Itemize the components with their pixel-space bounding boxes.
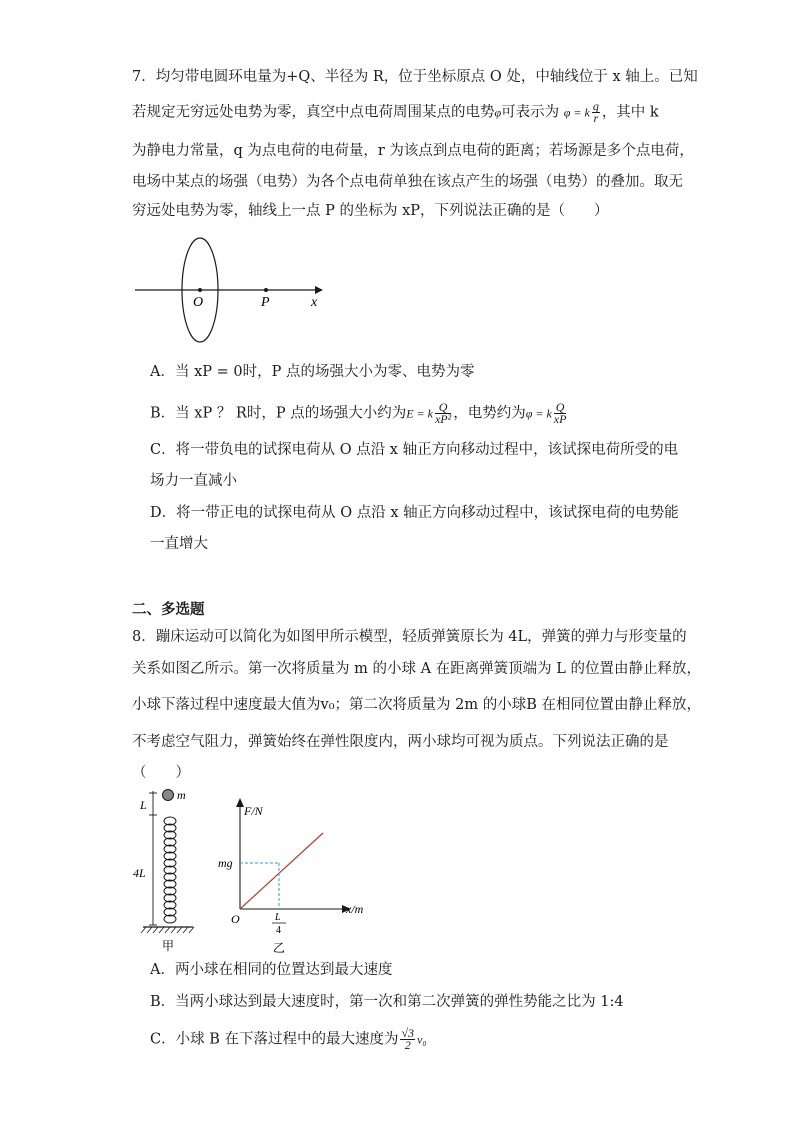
ball-icon	[163, 790, 174, 801]
q7-line-2a: 若规定无穷远处电势为零，真空中点电荷周围某点的电势	[132, 104, 495, 121]
q7-option-b-text: B．当 xP ？ R时，P 点的场强大小约为	[150, 405, 407, 422]
label-x: x	[311, 295, 318, 310]
q7-line-2b: 可表示为	[501, 104, 560, 121]
hatch-line	[165, 927, 170, 933]
hatch-line	[177, 927, 182, 933]
q8-option-c-num: √3	[401, 1026, 415, 1040]
q8-line-2: 关系如图乙所示。第一次将质量为 m 的小球 A 在距离弹簧顶端为 L 的位置由静止释放，	[132, 661, 702, 677]
origin-dot	[198, 288, 202, 292]
q8-option-c-v: v₀	[417, 1032, 427, 1047]
q7-option-b-den2: xP	[553, 412, 567, 426]
label-p: P	[261, 295, 270, 310]
q7-line-5: 穷远处电势为零，轴线上一点 P 的坐标为 xP，下列说法正确的是（ ）	[132, 203, 609, 219]
fig-yi-graph	[218, 795, 382, 955]
label-f: F/N	[244, 804, 263, 818]
label-m: m	[177, 788, 186, 802]
q8-option-c-den: 2	[404, 1038, 411, 1052]
hatch-line	[189, 927, 194, 933]
caption-jia: 甲	[162, 939, 175, 953]
q7-option-b-e: E = k	[406, 406, 433, 421]
q8-line-1: 8．蹦床运动可以简化为如图甲所示模型，轻质弹簧原长为 4L，弹簧的弹力与形变量的	[132, 629, 687, 645]
q7-formula-lhs: φ = k	[563, 105, 590, 120]
q7-formula-num: q	[592, 99, 599, 113]
q7-line-1: 7．均匀带电圆环电量为+Q、半径为 R，位于坐标原点 O 处，中轴线位于 x 轴上。已知	[132, 69, 698, 85]
q7-line-4: 电场中某点的场强（电势）为各个点电荷单独在该点产生的场强（电势）的叠加。取无	[132, 174, 683, 190]
hatch-line	[147, 927, 152, 933]
q7-option-b-phi: φ = k	[525, 406, 552, 421]
q8-line-4: 不考虑空气阻力，弹簧始终在弹性限度内，两小球均可视为质点。下列说法正确的是	[132, 734, 669, 750]
hatch-line	[153, 927, 158, 933]
q7-line-3: 为静电力常量，q 为点电荷的电荷量，r 为该点到点电荷的距离；若场源是多个点电荷，	[132, 143, 694, 159]
q8-option-c	[150, 1028, 427, 1051]
hatch-line	[183, 927, 188, 933]
q7-formula-den: r	[593, 111, 599, 125]
label-origin: O	[231, 912, 240, 926]
q7-line-2c: ，其中 k	[601, 104, 659, 121]
q7-line-2	[132, 101, 659, 124]
q7-option-b-text2: ，电势约为	[453, 405, 526, 422]
label-l: L	[140, 798, 147, 812]
q7-option-b	[150, 402, 568, 425]
f-axis-arrow-icon	[236, 798, 244, 807]
ground-hatch	[141, 927, 194, 933]
spring-coils	[164, 817, 176, 923]
hatch-line	[171, 927, 176, 933]
q7-formula-fraction	[592, 101, 600, 124]
q7-option-d-line2: 一直增大	[150, 536, 208, 552]
q8-line-5: （ ）	[132, 765, 190, 781]
q8-line-3: 小球下落过程中速度最大值为v₀；第二次将质量为 2m 的小球B 在相同位置由静止释放，	[132, 697, 701, 713]
q7-option-b-num1: Q	[435, 402, 451, 414]
label-l-num: L	[275, 912, 281, 923]
q7-option-c-line2: 场力一直减小	[150, 473, 237, 489]
q7-option-a: A．当 xP = 0时，P 点的场强大小为零、电势为零	[150, 364, 475, 380]
fig-jia-spring	[128, 785, 208, 955]
label-o: O	[193, 295, 204, 310]
q8-option-a: A．两小球在相同的位置达到最大速度	[150, 962, 393, 978]
label-4l: 4L	[133, 866, 146, 880]
q8-option-c-text: C．小球 B 在下落过程中的最大速度为	[150, 1031, 399, 1048]
x-axis-arrow-icon	[315, 286, 323, 294]
q7-option-b-num2: Q	[555, 400, 565, 414]
q7-option-b-den1: xP²	[434, 412, 452, 426]
q7-ring-figure	[130, 232, 340, 347]
q7-option-b-frac1	[435, 402, 451, 425]
q7-phi: φ	[494, 105, 502, 120]
caption-yi: 乙	[273, 941, 286, 955]
hatch-line	[159, 927, 164, 933]
q8-option-c-frac	[400, 1028, 415, 1051]
q7-option-b-frac2	[554, 402, 567, 425]
q7-option-d-line1: D．将一带正电的试探电荷从 O 点沿 x 轴正方向移动过程中，该试探电荷的电势能	[150, 505, 679, 521]
hatch-line	[141, 927, 146, 933]
force-line	[240, 833, 323, 909]
point-p-dot	[264, 288, 268, 292]
label-mg: mg	[218, 856, 233, 870]
section-heading: 二、多选题	[132, 601, 205, 618]
label-4-den: 4	[276, 925, 281, 936]
q8-option-b: B．当两小球达到最大速度时，第一次和第二次弹簧的弹性势能之比为 1:4	[150, 994, 624, 1010]
q7-option-c-line1: C．将一带负电的试探电荷从 O 点沿 x 轴正方向移动过程中，该试探电荷所受的电	[150, 442, 679, 458]
label-xm: x/m	[346, 902, 364, 916]
